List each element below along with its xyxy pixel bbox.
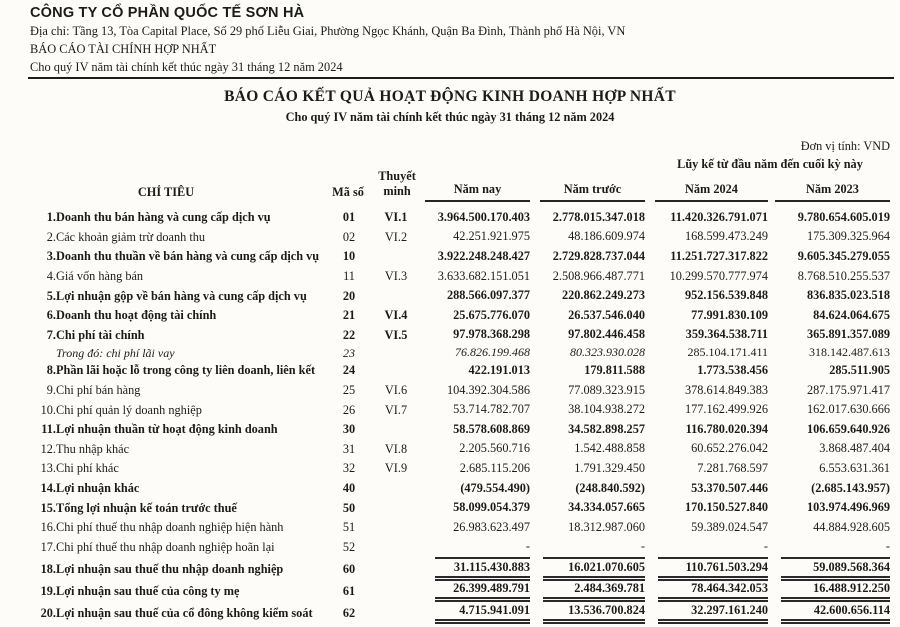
value-nam-2023 xyxy=(768,345,890,361)
value-nam-truoc xyxy=(530,420,645,440)
table-body xyxy=(26,208,890,624)
value-nam-2023-text: 175.309.325.964 xyxy=(806,229,890,244)
row-label: Lợi nhuận sau thuế thu nhập doanh nghiệp xyxy=(56,561,284,576)
value-nam-nay xyxy=(422,400,530,420)
value-nam-2024 xyxy=(645,208,768,228)
value-nam-truoc xyxy=(530,381,645,401)
value-nam-truoc xyxy=(530,518,645,538)
row-code: 24 xyxy=(342,363,356,378)
value-nam-2023 xyxy=(768,208,890,228)
row-number: 4. xyxy=(46,269,56,284)
value-nam-truoc xyxy=(530,459,645,479)
row-code: 40 xyxy=(342,481,356,496)
value-nam-truoc xyxy=(530,479,645,499)
value-nam-2024 xyxy=(645,306,768,326)
value-nam-nay xyxy=(422,538,530,558)
value-nam-nay-text: 2.205.560.716 xyxy=(459,441,530,456)
value-nam-nay-text: 58.099.054.379 xyxy=(453,500,530,515)
value-nam-truoc-text: 2.778.015.347.018 xyxy=(552,209,645,224)
value-nam-nay xyxy=(422,557,530,581)
row-code: 21 xyxy=(342,308,356,323)
row-note xyxy=(370,557,422,581)
report-type: BÁO CÁO TÀI CHÍNH HỢP NHẤT xyxy=(30,42,217,56)
value-nam-2023 xyxy=(768,538,890,558)
value-nam-truoc-text: 220.862.249.273 xyxy=(561,288,645,303)
value-nam-nay-text: 3.922.248.248.427 xyxy=(437,248,530,263)
value-nam-2023-text: 84.624.064.675 xyxy=(813,307,890,322)
value-nam-nay xyxy=(422,247,530,267)
column-header-ytd-2024-label: Năm 2024 xyxy=(685,182,738,196)
value-nam-2024 xyxy=(645,361,768,381)
value-nam-nay xyxy=(422,440,530,460)
value-nam-2024 xyxy=(645,538,768,558)
value-nam-2024-text: 116.780.020.394 xyxy=(685,421,768,436)
table-row xyxy=(26,267,890,287)
value-nam-2023-text: 16.488.912.250 xyxy=(781,581,890,602)
value-nam-nay xyxy=(422,498,530,518)
row-note: VI.3 xyxy=(384,269,408,284)
row-label: Chi phí quản lý doanh nghiệp xyxy=(56,402,202,417)
value-nam-nay xyxy=(422,420,530,440)
report-title: BÁO CÁO KẾT QUẢ HOẠT ĐỘNG KINH DOANH HỢP NHẤT xyxy=(224,88,676,105)
row-number: 14. xyxy=(40,481,56,496)
value-nam-2023-text: 285.511.905 xyxy=(829,362,890,377)
company-name: CÔNG TY CỔ PHẦN QUỐC TẾ SƠN HÀ xyxy=(30,5,305,21)
row-code: 02 xyxy=(342,229,356,244)
row-note: VI.8 xyxy=(384,441,408,456)
value-nam-truoc-text: 34.582.898.257 xyxy=(568,421,645,436)
row-number: 10. xyxy=(40,402,56,417)
value-nam-nay-text: 3.633.682.151.051 xyxy=(437,268,530,283)
value-nam-2024-text: 60.652.276.042 xyxy=(691,441,768,456)
value-nam-truoc xyxy=(530,345,645,361)
row-code: 61 xyxy=(342,584,356,599)
row-note: VI.7 xyxy=(384,402,408,417)
value-nam-2024-text: 952.156.539.848 xyxy=(684,288,768,303)
value-nam-2024-text: 59.389.024.547 xyxy=(691,519,768,534)
value-nam-2024-text: 53.370.507.446 xyxy=(691,480,768,495)
column-header-current-period xyxy=(425,171,530,202)
row-code: 32 xyxy=(342,461,356,476)
value-nam-truoc xyxy=(530,306,645,326)
value-nam-truoc-text: 1.791.329.450 xyxy=(574,460,645,475)
table-row xyxy=(26,420,890,440)
value-nam-truoc-text: 18.312.987.060 xyxy=(568,519,645,534)
value-nam-2023-text: - xyxy=(885,539,890,554)
row-number: 8. xyxy=(46,363,56,378)
value-nam-truoc xyxy=(530,208,645,228)
table-row xyxy=(26,286,890,306)
value-nam-nay-text: 25.675.776.070 xyxy=(453,307,530,322)
row-note: VI.2 xyxy=(384,229,408,244)
table-row xyxy=(26,306,890,326)
row-label: Lợi nhuận thuần từ hoạt động kinh doanh xyxy=(56,422,278,437)
table-row xyxy=(26,538,890,558)
value-nam-nay-text: 53.714.782.707 xyxy=(453,402,530,417)
company-header xyxy=(30,5,625,75)
value-nam-2024-text: 1.773.538.456 xyxy=(697,362,768,377)
row-number: 15. xyxy=(40,500,56,515)
value-nam-2024-text: 170.150.527.840 xyxy=(684,500,768,515)
row-label: Phần lãi hoặc lỗ trong công ty liên doanh, liên kết xyxy=(56,363,316,378)
value-nam-2023-text: 8.768.510.255.537 xyxy=(797,268,890,283)
row-code: 11 xyxy=(343,269,355,284)
row-note xyxy=(370,538,422,558)
row-note xyxy=(370,581,422,603)
value-nam-truoc-text: 77.089.323.915 xyxy=(568,382,645,397)
value-nam-truoc-text: 179.811.588 xyxy=(584,362,645,377)
row-label: Thu nhập khác xyxy=(56,441,130,456)
value-nam-nay-text: 4.715.941.091 xyxy=(435,603,530,624)
value-nam-2024-text: 359.364.538.711 xyxy=(685,327,768,342)
value-nam-nay xyxy=(422,479,530,499)
value-nam-truoc-text: (248.840.592) xyxy=(575,480,645,495)
value-nam-nay xyxy=(422,286,530,306)
value-nam-2023-text: 9.780.654.605.019 xyxy=(797,209,890,224)
value-nam-2024 xyxy=(645,345,768,361)
value-nam-truoc-text: 2.508.966.487.771 xyxy=(552,268,645,283)
row-label: Lợi nhuận gộp về bán hàng và cung cấp dịch vụ xyxy=(56,288,307,303)
value-nam-truoc-text: 16.021.070.605 xyxy=(543,557,645,581)
value-nam-2024 xyxy=(645,518,768,538)
value-nam-2024-text: 78.464.342.053 xyxy=(658,581,768,602)
value-nam-nay xyxy=(422,381,530,401)
column-header-note-line2: minh xyxy=(383,184,411,199)
table-row xyxy=(26,498,890,518)
value-nam-2024 xyxy=(645,286,768,306)
value-nam-2023-text: 59.089.568.364 xyxy=(781,557,890,581)
value-nam-nay-text: 26.399.489.791 xyxy=(435,581,530,602)
value-nam-truoc xyxy=(530,498,645,518)
value-nam-truoc xyxy=(530,228,645,248)
value-nam-nay-text: 3.964.500.170.403 xyxy=(437,209,530,224)
row-number: 9. xyxy=(46,383,56,398)
row-number xyxy=(26,345,56,361)
row-label: Chi phí khác xyxy=(56,461,119,476)
row-label: Doanh thu hoạt động tài chính xyxy=(56,308,217,323)
value-nam-2023-text: (2.685.143.957) xyxy=(811,480,890,495)
table-row xyxy=(26,581,890,603)
value-nam-2023-text: 287.175.971.417 xyxy=(806,382,890,397)
value-nam-truoc xyxy=(530,286,645,306)
column-header-criteria: CHỈ TIÊU xyxy=(137,185,195,199)
value-nam-2024 xyxy=(645,400,768,420)
table-row xyxy=(26,518,890,538)
value-nam-2023 xyxy=(768,228,890,248)
column-header-ytd-2024 xyxy=(655,171,768,202)
row-number: 16. xyxy=(40,520,56,535)
value-nam-nay-text: 26.983.623.497 xyxy=(453,519,530,534)
value-nam-2023-text: 103.974.496.969 xyxy=(806,500,890,515)
value-nam-nay-text: 58.578.608.869 xyxy=(453,421,530,436)
value-nam-2023 xyxy=(768,267,890,287)
table-row xyxy=(26,361,890,381)
value-nam-2023-text: 836.835.023.518 xyxy=(806,288,890,303)
row-number: 18. xyxy=(40,561,56,576)
table-row xyxy=(26,208,890,228)
value-nam-2023-text: 106.659.640.926 xyxy=(806,421,890,436)
value-nam-2024 xyxy=(645,581,768,603)
value-nam-2024 xyxy=(645,247,768,267)
value-nam-2024 xyxy=(645,267,768,287)
row-number: 2. xyxy=(46,229,56,244)
value-nam-nay xyxy=(422,326,530,346)
value-nam-2024 xyxy=(645,381,768,401)
row-code: 52 xyxy=(342,539,356,554)
value-nam-2023-text: 162.017.630.666 xyxy=(806,402,890,417)
value-nam-truoc xyxy=(530,581,645,603)
table-row xyxy=(26,557,890,581)
value-nam-truoc-text: - xyxy=(640,539,645,554)
table-row xyxy=(26,247,890,267)
value-nam-nay xyxy=(422,603,530,625)
value-nam-2023 xyxy=(768,400,890,420)
column-header-current-period-label: Năm nay xyxy=(453,182,502,196)
row-label: Trong đó: chi phí lãi vay xyxy=(56,345,175,360)
row-code: 10 xyxy=(342,249,356,264)
value-nam-truoc-text: 38.104.938.272 xyxy=(568,402,645,417)
row-code: 25 xyxy=(342,383,356,398)
row-label: Chi phí tài chính xyxy=(56,327,145,342)
value-nam-2023-text: 42.600.656.114 xyxy=(781,603,890,624)
value-nam-nay xyxy=(422,459,530,479)
row-code: 22 xyxy=(342,327,356,342)
value-nam-2024 xyxy=(645,479,768,499)
value-nam-2024-text: 285.104.171.411 xyxy=(687,345,768,360)
value-nam-nay xyxy=(422,361,530,381)
value-nam-2024-text: 77.991.830.109 xyxy=(691,307,768,322)
row-note xyxy=(370,247,422,267)
row-note: VI.1 xyxy=(384,210,408,225)
value-nam-2023-text: 3.868.487.404 xyxy=(819,441,890,456)
value-nam-truoc-text: 2.484.369.781 xyxy=(543,581,645,602)
value-nam-2024-text: - xyxy=(763,539,768,554)
value-nam-2023 xyxy=(768,581,890,603)
value-nam-2023 xyxy=(768,557,890,581)
row-note xyxy=(370,420,422,440)
table-row xyxy=(26,345,890,361)
row-label: Các khoản giảm trừ doanh thu xyxy=(56,229,206,244)
value-nam-2023 xyxy=(768,459,890,479)
value-nam-2024-text: 110.761.503.294 xyxy=(658,557,768,581)
row-code: 50 xyxy=(342,500,356,515)
row-note xyxy=(370,345,422,361)
value-nam-2023-text: 9.605.345.279.055 xyxy=(797,248,890,263)
value-nam-2024 xyxy=(645,326,768,346)
row-number: 12. xyxy=(40,441,56,456)
row-number: 11. xyxy=(41,422,56,437)
value-nam-truoc xyxy=(530,603,645,625)
value-nam-2023 xyxy=(768,603,890,625)
table-row xyxy=(26,479,890,499)
column-header-note xyxy=(370,169,424,200)
value-nam-truoc-text: 34.334.057.665 xyxy=(568,500,645,515)
value-nam-truoc-text: 97.802.446.458 xyxy=(568,327,645,342)
row-note xyxy=(370,479,422,499)
row-note xyxy=(370,361,422,381)
value-nam-2023 xyxy=(768,306,890,326)
value-nam-nay xyxy=(422,228,530,248)
table-row xyxy=(26,326,890,346)
row-label: Doanh thu thuần về bán hàng và cung cấp dịch vụ xyxy=(56,249,320,264)
value-nam-2024-text: 177.162.499.926 xyxy=(684,402,768,417)
row-label: Lợi nhuận khác xyxy=(56,481,140,496)
row-label: Lợi nhuận sau thuế của cổ đông không kiểm soát xyxy=(56,605,313,620)
value-nam-truoc-text: 2.729.828.737.044 xyxy=(552,248,645,263)
row-number: 17. xyxy=(40,539,56,554)
value-nam-truoc xyxy=(530,440,645,460)
value-nam-nay xyxy=(422,306,530,326)
value-nam-truoc xyxy=(530,326,645,346)
value-nam-truoc xyxy=(530,267,645,287)
value-nam-2023-text: 6.553.631.361 xyxy=(819,460,890,475)
value-nam-2023-text: 365.891.357.089 xyxy=(806,327,890,342)
value-nam-2023-text: 318.142.487.613 xyxy=(809,345,890,360)
row-label: Chi phí thuế thu nhập doanh nghiệp hoãn lại xyxy=(56,539,275,554)
value-nam-2023 xyxy=(768,326,890,346)
value-nam-2023 xyxy=(768,440,890,460)
table-row xyxy=(26,381,890,401)
value-nam-truoc xyxy=(530,538,645,558)
row-note xyxy=(370,603,422,625)
value-nam-2023 xyxy=(768,247,890,267)
column-header-prior-period-label: Năm trước xyxy=(563,182,622,196)
value-nam-truoc-text: 1.542.488.858 xyxy=(574,441,645,456)
row-note: VI.4 xyxy=(384,308,408,323)
value-nam-nay-text: - xyxy=(525,539,530,554)
row-code: 20 xyxy=(342,288,356,303)
value-nam-2024-text: 10.299.570.777.974 xyxy=(669,268,768,283)
value-nam-2024 xyxy=(645,228,768,248)
unit-note: Đơn vị tính: VND xyxy=(800,139,890,153)
value-nam-nay-text: 42.251.921.975 xyxy=(453,229,530,244)
table-row xyxy=(26,459,890,479)
row-code: 60 xyxy=(342,561,356,576)
value-nam-nay-text: 2.685.115.206 xyxy=(459,460,530,475)
column-header-prior-period xyxy=(540,171,645,202)
value-nam-2024 xyxy=(645,557,768,581)
row-number: 5. xyxy=(46,288,56,303)
row-code: 30 xyxy=(342,422,356,437)
value-nam-nay-text: 104.392.304.586 xyxy=(446,382,530,397)
value-nam-2024 xyxy=(645,420,768,440)
row-note: VI.9 xyxy=(384,461,408,476)
row-label: Giá vốn hàng bán xyxy=(56,269,144,284)
row-number: 3. xyxy=(46,249,56,264)
value-nam-nay xyxy=(422,267,530,287)
value-nam-2024-text: 168.599.473.249 xyxy=(684,229,768,244)
header-divider xyxy=(28,77,894,79)
value-nam-truoc-text: 48.186.609.974 xyxy=(568,229,645,244)
column-header-code: Mã số xyxy=(332,185,364,199)
value-nam-truoc xyxy=(530,400,645,420)
value-nam-truoc-text: 26.537.546.040 xyxy=(568,307,645,322)
row-note xyxy=(370,286,422,306)
column-header-ytd-2023 xyxy=(775,171,890,202)
row-label: Chi phí bán hàng xyxy=(56,383,141,398)
value-nam-2024-text: 7.281.768.597 xyxy=(697,460,768,475)
row-label: Doanh thu bán hàng và cung cấp dịch vụ xyxy=(56,210,271,225)
value-nam-truoc xyxy=(530,557,645,581)
row-code: 51 xyxy=(342,520,356,535)
value-nam-nay xyxy=(422,208,530,228)
report-subtitle: Cho quý IV năm tài chính kết thúc ngày 31 tháng 12 năm 2024 xyxy=(285,110,615,124)
row-label: Tổng lợi nhuận kế toán trước thuế xyxy=(56,500,237,515)
row-code: 31 xyxy=(342,441,356,456)
value-nam-2024 xyxy=(645,498,768,518)
row-code: 01 xyxy=(342,210,356,225)
row-note: VI.5 xyxy=(384,327,408,342)
value-nam-truoc-text: 13.536.700.824 xyxy=(543,603,645,624)
cumulative-note: Lũy kế từ đầu năm đến cuối kỳ này xyxy=(677,157,863,171)
value-nam-2024-text: 11.251.727.317.822 xyxy=(670,248,768,263)
table-row xyxy=(26,400,890,420)
table-row xyxy=(26,603,890,625)
row-code: 62 xyxy=(342,605,356,620)
value-nam-2023-text: 44.884.928.605 xyxy=(813,519,890,534)
value-nam-nay-text: 31.115.430.883 xyxy=(435,557,530,581)
value-nam-nay-text: 288.566.097.377 xyxy=(446,288,530,303)
value-nam-nay xyxy=(422,581,530,603)
value-nam-truoc xyxy=(530,361,645,381)
value-nam-2024 xyxy=(645,459,768,479)
row-number: 20. xyxy=(40,605,56,620)
table-row xyxy=(26,440,890,460)
value-nam-2023 xyxy=(768,420,890,440)
income-statement-table xyxy=(26,208,890,624)
row-number: 7. xyxy=(46,327,56,342)
row-number: 1. xyxy=(46,210,56,225)
row-code: 26 xyxy=(342,402,356,417)
value-nam-nay-text: (479.554.490) xyxy=(460,480,530,495)
value-nam-nay-text: 422.191.013 xyxy=(468,362,530,377)
row-note: VI.6 xyxy=(384,383,408,398)
row-label: Lợi nhuận sau thuế của công ty mẹ xyxy=(56,584,240,599)
value-nam-truoc-text: 80.323.930.028 xyxy=(570,345,645,360)
row-number: 19. xyxy=(40,584,56,599)
table-row xyxy=(26,228,890,248)
value-nam-2023 xyxy=(768,286,890,306)
value-nam-2023 xyxy=(768,498,890,518)
column-header-note-line1: Thuyết xyxy=(378,169,416,183)
company-address: Địa chỉ: Tầng 13, Tòa Capital Place, Số 29 phố Liễu Giai, Phường Ngọc Khánh, Quận Ba Đình, Thành phố Hà Nội, VN xyxy=(30,24,626,38)
column-header-ytd-2023-label: Năm 2023 xyxy=(806,182,859,196)
report-period: Cho quý IV năm tài chính kết thúc ngày 31 tháng 12 năm 2024 xyxy=(30,60,343,74)
row-number: 6. xyxy=(46,308,56,323)
value-nam-nay-text: 97.978.368.298 xyxy=(453,327,530,342)
row-code: 23 xyxy=(343,345,355,360)
value-nam-2023 xyxy=(768,361,890,381)
value-nam-2023 xyxy=(768,518,890,538)
value-nam-2023 xyxy=(768,479,890,499)
value-nam-nay xyxy=(422,518,530,538)
value-nam-2023 xyxy=(768,381,890,401)
row-note xyxy=(370,518,422,538)
value-nam-truoc xyxy=(530,247,645,267)
row-note xyxy=(370,498,422,518)
value-nam-2024 xyxy=(645,603,768,625)
value-nam-2024-text: 32.297.161.240 xyxy=(658,603,768,624)
value-nam-2024-text: 11.420.326.791.071 xyxy=(670,209,768,224)
value-nam-nay xyxy=(422,345,530,361)
row-label: Chi phí thuế thu nhập doanh nghiệp hiện hành xyxy=(56,520,284,535)
value-nam-2024 xyxy=(645,440,768,460)
row-number: 13. xyxy=(40,461,56,476)
value-nam-nay-text: 76.826.199.468 xyxy=(455,345,530,360)
value-nam-2024-text: 378.614.849.383 xyxy=(684,382,768,397)
